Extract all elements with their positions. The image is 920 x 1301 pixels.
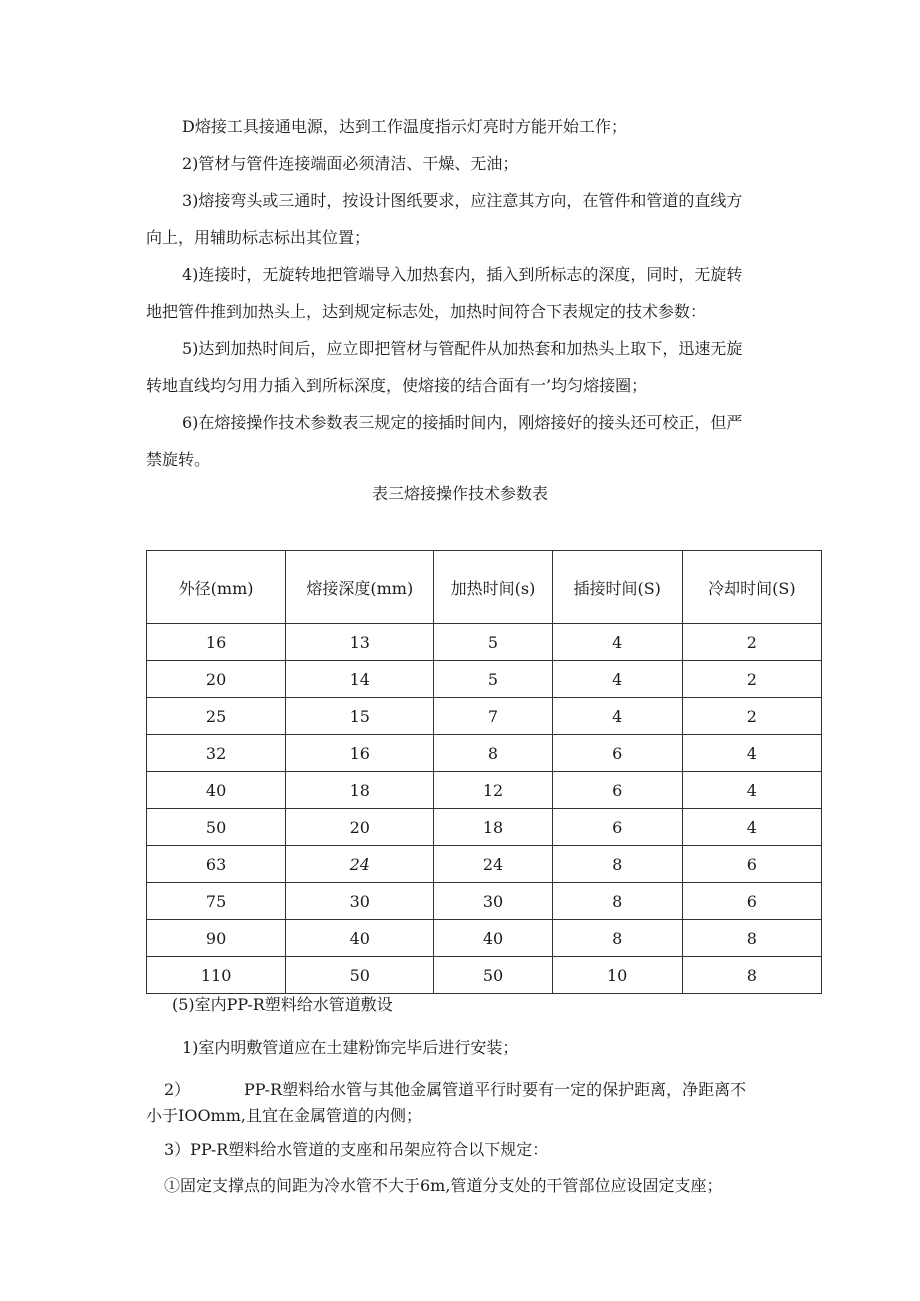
header-outer-diameter: 外径(mm) bbox=[147, 551, 286, 624]
section-item-3: 3）PP-R塑料给水管道的支座和吊架应符合以下规定： bbox=[164, 1140, 549, 1159]
cell-cooling-time: 2 bbox=[682, 698, 821, 735]
table-header-row bbox=[147, 551, 822, 624]
cell-fusion-depth: 15 bbox=[286, 698, 434, 735]
header-fusion-depth: 熔接深度(mm) bbox=[286, 551, 434, 624]
cell-heating-time: 24 bbox=[434, 846, 552, 883]
cell-cooling-time: 6 bbox=[682, 846, 821, 883]
cell-heating-time: 50 bbox=[434, 957, 552, 994]
table-row bbox=[147, 809, 822, 846]
cell-heating-time: 40 bbox=[434, 920, 552, 957]
cell-outer-diameter: 75 bbox=[147, 883, 286, 920]
cell-heating-time: 5 bbox=[434, 624, 552, 661]
table-row bbox=[147, 661, 822, 698]
cell-heating-time: 5 bbox=[434, 661, 552, 698]
paragraph-step-6-line1: 6)在熔接操作技术参数表三规定的接插时间内，刚熔接好的接头还可校正，但严 bbox=[182, 413, 743, 432]
cell-outer-diameter: 40 bbox=[147, 772, 286, 809]
cell-fusion-depth: 16 bbox=[286, 735, 434, 772]
cell-outer-diameter: 20 bbox=[147, 661, 286, 698]
section-item-2-line1: PP-R塑料给水管与其他金属管道平行时要有一定的保护距离，净距离不 bbox=[244, 1080, 747, 1099]
cell-fusion-depth: 30 bbox=[286, 883, 434, 920]
cell-cooling-time: 8 bbox=[682, 957, 821, 994]
table-row bbox=[147, 698, 822, 735]
cell-insertion-time: 8 bbox=[552, 920, 682, 957]
table-caption: 表三熔接操作技术参数表 bbox=[371, 484, 548, 503]
paragraph-step-1: D熔接工具接通电源，达到工作温度指示灯亮时方能开始工作； bbox=[182, 117, 627, 136]
table-row bbox=[147, 772, 822, 809]
paragraph-step-4-line2: 地把管件推到加热头上，达到规定标志处，加热时间符合下表规定的技术参数： bbox=[146, 302, 707, 321]
cell-fusion-depth: 24 bbox=[286, 846, 434, 883]
header-cooling-time: 冷却时间(S) bbox=[682, 551, 821, 624]
cell-fusion-depth: 18 bbox=[286, 772, 434, 809]
cell-heating-time: 8 bbox=[434, 735, 552, 772]
cell-heating-time: 12 bbox=[434, 772, 552, 809]
cell-fusion-depth: 20 bbox=[286, 809, 434, 846]
paragraph-step-3-line2: 向上，用辅助标志标出其位置； bbox=[146, 228, 371, 247]
cell-outer-diameter: 110 bbox=[147, 957, 286, 994]
cell-outer-diameter: 50 bbox=[147, 809, 286, 846]
cell-fusion-depth: 50 bbox=[286, 957, 434, 994]
cell-insertion-time: 8 bbox=[552, 846, 682, 883]
cell-cooling-time: 8 bbox=[682, 920, 821, 957]
cell-insertion-time: 6 bbox=[552, 809, 682, 846]
cell-outer-diameter: 63 bbox=[147, 846, 286, 883]
header-heating-time: 加热时间(s) bbox=[434, 551, 552, 624]
cell-cooling-time: 4 bbox=[682, 772, 821, 809]
paragraph-step-5-line1: 5)达到加热时间后，应立即把管材与管配件从加热套和加热头上取下，迅速无旋 bbox=[182, 339, 743, 358]
table-row bbox=[147, 624, 822, 661]
cell-cooling-time: 2 bbox=[682, 624, 821, 661]
paragraph-step-5-line2: 转地直线均匀用力插入到所标深度，使熔接的结合面有一’均匀熔接圈； bbox=[146, 376, 648, 395]
cell-insertion-time: 4 bbox=[552, 698, 682, 735]
table-row bbox=[147, 735, 822, 772]
cell-heating-time: 30 bbox=[434, 883, 552, 920]
cell-outer-diameter: 16 bbox=[147, 624, 286, 661]
section-heading: (5)室内PP-R塑料给水管道敷设 bbox=[172, 995, 393, 1014]
cell-cooling-time: 6 bbox=[682, 883, 821, 920]
cell-fusion-depth: 14 bbox=[286, 661, 434, 698]
table-row bbox=[147, 957, 822, 994]
paragraph-step-3-line1: 3)熔接弯头或三通时，按设计图纸要求，应注意其方向，在管件和管道的直线方 bbox=[182, 191, 743, 210]
section-item-1: 1)室内明敷管道应在土建粉饰完毕后进行安装； bbox=[182, 1038, 519, 1057]
cell-insertion-time: 6 bbox=[552, 772, 682, 809]
cell-insertion-time: 4 bbox=[552, 624, 682, 661]
paragraph-step-6-line2: 禁旋转。 bbox=[146, 450, 211, 469]
header-insertion-time: 插接时间(S) bbox=[552, 551, 682, 624]
cell-insertion-time: 4 bbox=[552, 661, 682, 698]
cell-fusion-depth: 13 bbox=[286, 624, 434, 661]
fusion-parameters-table bbox=[146, 550, 822, 994]
cell-outer-diameter: 32 bbox=[147, 735, 286, 772]
table-row bbox=[147, 846, 822, 883]
cell-fusion-depth: 40 bbox=[286, 920, 434, 957]
cell-insertion-time: 6 bbox=[552, 735, 682, 772]
section-item-4: ①固定支撑点的间距为冷水管不大于6m,管道分支处的干管部位应设固定支座； bbox=[164, 1176, 723, 1195]
paragraph-step-4-line1: 4)连接时，无旋转地把管端导入加热套内，插入到所标志的深度，同时，无旋转 bbox=[182, 265, 743, 284]
cell-cooling-time: 2 bbox=[682, 661, 821, 698]
section-item-2-line2: 小于IOOmm,且宜在金属管道的内侧； bbox=[146, 1106, 422, 1125]
cell-insertion-time: 10 bbox=[552, 957, 682, 994]
paragraph-step-2: 2)管材与管件连接端面必须清洁、干燥、无油； bbox=[182, 154, 519, 173]
cell-heating-time: 7 bbox=[434, 698, 552, 735]
cell-cooling-time: 4 bbox=[682, 735, 821, 772]
section-item-2-number: 2） bbox=[164, 1080, 191, 1099]
cell-outer-diameter: 90 bbox=[147, 920, 286, 957]
cell-outer-diameter: 25 bbox=[147, 698, 286, 735]
cell-cooling-time: 4 bbox=[682, 809, 821, 846]
table-row bbox=[147, 920, 822, 957]
cell-insertion-time: 8 bbox=[552, 883, 682, 920]
table-row bbox=[147, 883, 822, 920]
cell-heating-time: 18 bbox=[434, 809, 552, 846]
